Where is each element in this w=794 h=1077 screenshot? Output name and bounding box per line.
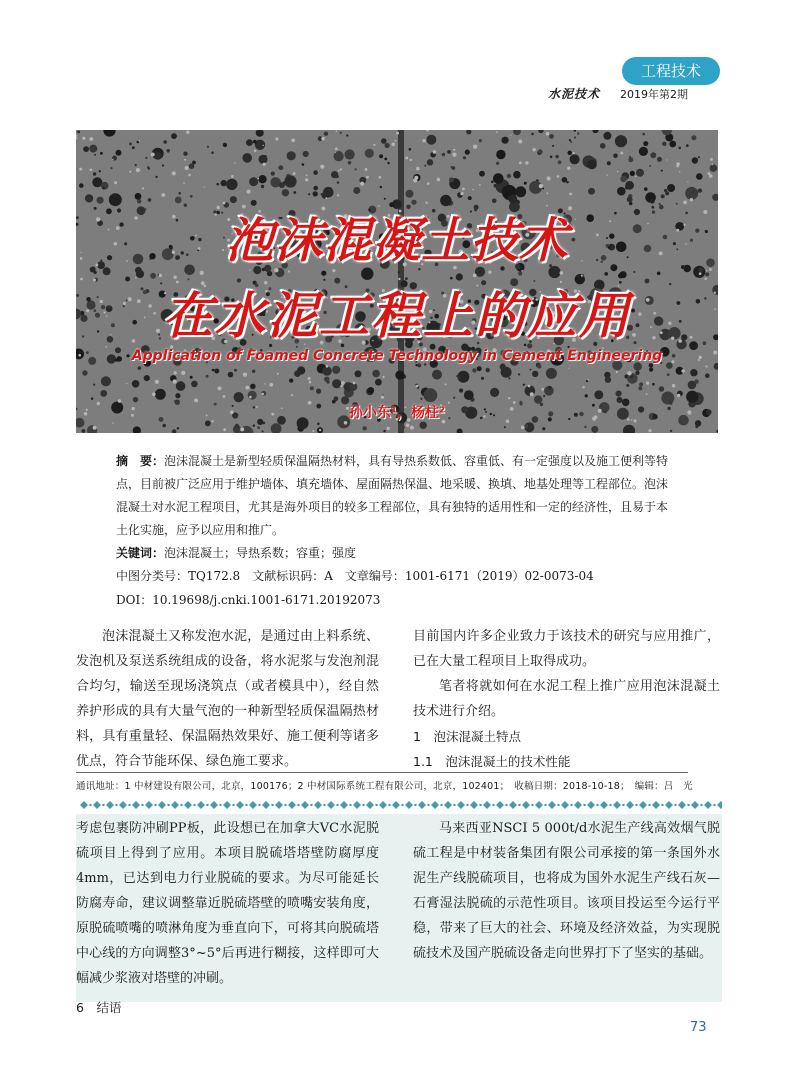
body-right-paragraph-2: 笔者将就如何在水泥工程上推广应用泡沫混凝土技术进行介绍。 [413,679,720,719]
footnote-rule [76,772,688,773]
excerpt-left-text: 考虑包裹防冲刷PP板，此设想已在加拿大VC水泥脱硫项目上得到了应用。本项目脱硫塔塔壁防腐厚度4mm，已达到电力行业脱硫的要求。为尽可能延长防腐寿命，建议调整靠近脱硫塔壁的喷嘴安装角度，原脱硫喷嘴的喷淋角度为垂直向下，可将其向脱硫塔中心线的方向调整3°~5°后再进行糊接，这样即可大幅减少浆液对塔壁的冲刷。 [76,821,379,986]
abstract-label: 摘 要： [116,454,165,468]
body-left-paragraph: 泡沫混凝土又称发泡水泥，是通过由上料系统、发泡机及泵送系统组成的设备，将水泥浆与发泡剂混合均匀，输送至现场浇筑点（或者模具中），经自然养护形成的具有大量气泡的一种新型轻质保温隔热材料，具有重量轻、保温隔热效果好、施工便利等诸多优点，符合节能环保、绿色施工要求。 [76,629,379,769]
doi: DOI：10.19698/j.cnki.1001-6171.20192073 [116,593,381,607]
excerpt-right-text: 马来西亚NSCI 5 000t/d水泥生产线高效烟气脱硫工程是中材装备集团有限公司承接的第一条国外水泥生产线脱硫项目，也将成为国外水泥生产线石灰—石膏湿法脱硫的示范性项目。该项目投运至今运行平稳，带来了巨大的社会、环境及经济效益，为实现脱硫技术及国产脱硫设备走向世界打下了坚实的基础。 [413,821,720,961]
abstract [116,450,678,542]
english-title: Application of Foamed Concrete Technology in Cement Engineering [131,348,663,364]
journal-name: 水泥技术 [548,87,601,101]
footnote: 通讯地址：1 中材建设有限公司，北京，100176；2 中材国际系统工程有限公司，北京，102401； 收稿日期：2018-10-18； 编辑：吕 光 [76,781,693,792]
section-tag: 工程技术 [622,57,720,85]
issue-label: 2019年第2期 [620,88,688,101]
keywords [116,542,678,565]
body-right-paragraph-1: 目前国内许多企业致力于该技术的研究与应用推广，已在大量工程项目上取得成功。 [413,629,720,669]
keywords-text: 泡沫混凝土；导热系数；容重；强度 [164,546,357,560]
classification: 中图分类号：TQ172.8 文献标识码：A 文章编号：1001-6171（2019）02-0073-04 [116,569,594,583]
title-line-1: 泡沫混凝土技术 [225,213,569,269]
section-heading-1-1: 1.1 泡沫混凝土的技术性能 [413,754,571,769]
section-heading-1: 1 泡沫混凝土特点 [413,729,521,744]
title-banner [76,130,718,433]
body-right-column [413,624,720,774]
authors: 孙小东¹，杨柱² [348,405,446,421]
page-number: 73 [690,1020,707,1035]
excerpt-left-column [76,816,379,1020]
conclusion-heading: 6 结语 [76,1000,122,1015]
title-line-2: 在水泥工程上的应用 [163,287,631,345]
keywords-label: 关键词： [116,546,165,560]
abstract-text: 泡沫混凝土是新型轻质保温隔热材料，具有导热系数低、容重低、有一定强度以及施工便利等特点，目前被广泛应用于维护墙体、填充墙体、屋面隔热保温、地采暖、换填、地基处理等工程部位。泡沫混凝土对水泥工程项目，尤其是海外项目的较多工程部位，具有独特的适用性和一定的经济性，且易于本土化实施，应予以应用和推广。 [116,454,669,537]
ornament-divider [76,798,722,812]
